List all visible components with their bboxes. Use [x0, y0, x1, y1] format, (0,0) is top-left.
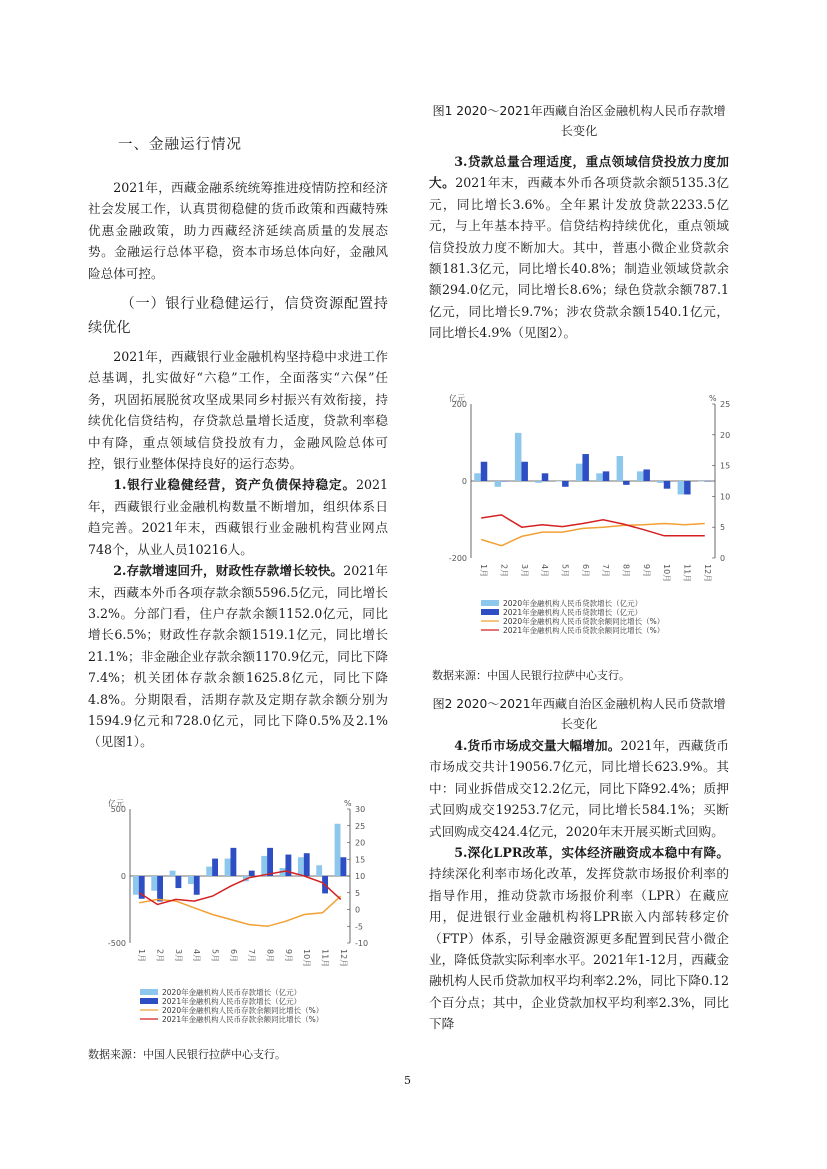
- bar-2: [562, 481, 569, 487]
- right-column: [429, 101, 729, 344]
- legend-label: 2021年金融机构人民币贷款增长（亿元）: [503, 608, 643, 617]
- right-tick-label: 0: [355, 905, 361, 915]
- item5-paragraph: [429, 842, 729, 1035]
- item1-title: 1.银行业稳健经营，资产负债保持稳定。: [113, 477, 356, 493]
- bar-1: [133, 876, 139, 895]
- item1-paragraph: [88, 474, 388, 560]
- left-tick-label: 200: [451, 400, 467, 409]
- category-label: 10月: [662, 564, 672, 583]
- item4-title: 4.货币市场成交量大幅增加。: [454, 738, 621, 753]
- category-label: 12月: [702, 564, 712, 583]
- bar-2: [521, 462, 528, 481]
- bar-2: [340, 857, 346, 876]
- bar-1: [495, 481, 502, 487]
- bar-1: [617, 456, 624, 481]
- fig1-caption: 图1 2020～2021年西藏自治区金融机构人民币存款增长变化: [432, 104, 726, 138]
- left-tick-label: 500: [110, 805, 126, 814]
- right-tick-label: 20: [355, 838, 366, 848]
- bar-2: [267, 848, 273, 876]
- legend-label: 2020年金融机构人民币贷款余额同比增长（%）: [503, 617, 665, 626]
- category-label: 6月: [580, 564, 590, 578]
- line-series-1: [481, 524, 705, 546]
- fig2-source: 数据来源：中国人民银行拉萨中心支行。: [432, 669, 630, 682]
- right-tick-label: 15: [355, 855, 366, 865]
- bar-1: [515, 433, 522, 481]
- bar-1: [151, 876, 157, 891]
- category-label: 9月: [641, 564, 651, 578]
- bar-2: [501, 481, 508, 482]
- item3-title: 3.贷款总量合理适度，重点领域信贷投放力度加大。: [429, 154, 729, 191]
- category-label: 8月: [265, 949, 275, 963]
- bar-1: [170, 871, 176, 876]
- left-tick-label: 0: [120, 872, 126, 881]
- fig2-caption: 图2 2020～2021年西藏自治区金融机构人民币贷款增长变化: [432, 697, 726, 731]
- left-axis-unit: 亿元: [108, 799, 124, 808]
- right-tick-label: 5: [355, 888, 361, 898]
- right-tick-label: 5: [720, 523, 726, 533]
- category-label: 2月: [155, 949, 165, 963]
- bar-2: [194, 876, 200, 895]
- bar-2: [175, 876, 181, 888]
- category-label: 12月: [338, 949, 348, 968]
- item3-text: 2021年末，西藏本外币各项贷款余额5135.3亿元，同比增长3.6%。全年累计发放贷款2233.5亿元，与上年基本持平。信贷结构持续优化，重点领域信贷投放力度不断加大。其中，普惠小微企业贷款余额181.3亿元，同比增长40.8%；制造业领域贷款余额294.0亿元，同比增长8.6%；绿色贷款余额787.1亿元，同比增长9.7%；涉农贷款余额1540.1亿元，同比增长4.9%（见图2）。: [429, 175, 729, 341]
- bar-2: [230, 848, 236, 876]
- bar-1: [206, 867, 212, 876]
- line-series-2: [481, 515, 705, 536]
- bar-1: [657, 481, 664, 483]
- item2-paragraph: [88, 560, 388, 753]
- bar-2: [542, 473, 549, 481]
- category-label: 3月: [519, 564, 529, 578]
- category-label: 5月: [210, 949, 220, 963]
- legend-swatch: [140, 998, 158, 1004]
- right-tick-label: 15: [720, 461, 731, 471]
- category-label: 9月: [283, 949, 293, 963]
- bar-2: [704, 481, 711, 482]
- bar-2: [623, 481, 630, 485]
- bar-2: [212, 859, 218, 876]
- item1-text: 2021年，西藏银行业金融机构数量不断增加，组织体系日趋完善。2021年末，西藏银行业金融机构营业网点748个，从业人员10216人。: [88, 477, 388, 557]
- item3-paragraph: [429, 151, 729, 344]
- category-label: 1月: [479, 564, 489, 578]
- category-label: 7月: [247, 949, 257, 963]
- subsection-title: （一）银行业稳健运行，信贷资源配置持续优化: [88, 296, 388, 337]
- bank-paragraph: 2021年，西藏银行业金融机构坚持稳中求进工作总基调，扎实做好“六稳”工作，全面落实“六保”任务，巩固拓展脱贫攻坚成果同乡村振兴有效衔接，持续优化信贷结构，存贷款总量增长适度，贷款利率稳中有降，重点领域信贷投放有力，金融风险总体可控，银行业整体保持良好的运行态势。: [88, 349, 388, 472]
- left-tick-label: -500: [107, 939, 126, 948]
- category-label: 10月: [302, 949, 312, 968]
- legend-label: 2020年金融机构人民币贷款增长（亿元）: [503, 599, 643, 608]
- section-title: 一、金融运行情况: [118, 137, 242, 153]
- item4-paragraph: [429, 735, 729, 842]
- right-axis-unit: %: [344, 799, 352, 808]
- loan-chart: [429, 392, 729, 642]
- right-tick-label: 20: [720, 430, 731, 440]
- bar-1: [556, 481, 563, 482]
- legend-swatch: [481, 600, 499, 606]
- right-tick-label: 10: [720, 492, 731, 502]
- category-label: 5月: [560, 564, 570, 578]
- bar-1: [698, 481, 705, 482]
- bar-2: [249, 871, 255, 876]
- bar-1: [225, 859, 231, 876]
- category-label: 11月: [320, 949, 330, 968]
- right-tick-label: 10: [355, 872, 366, 881]
- item5-text: 持续深化利率市场化改革，发挥贷款市场报价利率的指导作用，推动贷款市场报价利率（LPR）在藏应用，促进银行业金融机构将LPR嵌入内部转移定价（FTP）体系，引导金融资源更多配置到民营小微企业，降低贷款实际利率水平。2021年1-12月，西藏金融机构人民币贷款加权平均利率2.2%，同比下降0.12个百分点；其中，企业贷款加权平均利率2.3%，同比下降: [429, 866, 729, 1032]
- item2-title: 2.存款增速回升，财政性存款增长较快。: [113, 563, 344, 579]
- category-label: 2月: [499, 564, 509, 578]
- bar-2: [684, 481, 691, 494]
- right-tick-label: -5: [355, 922, 363, 932]
- right-tick-label: 25: [720, 400, 731, 409]
- legend-label: 2021年金融机构人民币存款余额同比增长（%）: [162, 1015, 324, 1024]
- bar-1: [261, 856, 267, 876]
- bar-2: [603, 471, 610, 481]
- bar-2: [582, 454, 589, 481]
- bar-1: [576, 464, 583, 481]
- category-label: 8月: [621, 564, 631, 578]
- bar-1: [188, 876, 194, 884]
- right-column-lower: [429, 694, 729, 1035]
- bar-1: [678, 481, 685, 494]
- bar-2: [481, 462, 488, 481]
- category-label: 1月: [137, 949, 147, 963]
- category-label: 4月: [540, 564, 550, 578]
- item2-text: 2021年末，西藏本外币各项存款余额5596.5亿元，同比增长3.2%。分部门看，住户存款余额1152.0亿元，同比增长6.5%；财政性存款余额1519.1亿元，同比增长21.1%；非金融企业存款余额1170.9亿元，同比下降7.4%；机关团体存款余额1625.8亿元，同比下降4.8%。分期限看，活期存款及定期存款余额分别为1594.9亿元和728.0亿元，同比下降0.5%及2.1%（见图1）。: [88, 563, 388, 750]
- right-tick-label: 30: [355, 805, 366, 814]
- right-tick-label: -10: [355, 939, 369, 948]
- bar-1: [298, 857, 304, 876]
- item5-title: 5.深化LPR改革，实体经济融资成本稳中有降。: [454, 845, 729, 861]
- left-tick-label: 0: [461, 477, 467, 486]
- left-tick-label: -200: [448, 554, 467, 563]
- category-label: 6月: [228, 949, 238, 963]
- left-column: [88, 177, 388, 753]
- bar-1: [637, 471, 644, 481]
- fig1-source: 数据来源：中国人民银行拉萨中心支行。: [88, 1048, 286, 1061]
- legend-label: 2020年金融机构人民币存款增长（亿元）: [162, 988, 302, 997]
- intro-paragraph: 2021年，西藏金融系统统筹推进疫情防控和经济社会发展工作，认真贯彻稳健的货币政策和西藏特殊优惠金融政策，助力西藏经济延续高质量的发展态势。金融运行总体平稳，资本市场总体向好，金融风险总体可控。: [88, 180, 388, 281]
- page-number: 5: [404, 1074, 411, 1087]
- legend-label: 2021年金融机构人民币贷款余额同比增长（%）: [503, 626, 665, 635]
- right-tick-label: 0: [720, 554, 726, 563]
- bar-1: [474, 473, 481, 481]
- right-tick-label: 25: [355, 821, 366, 831]
- bar-1: [316, 865, 322, 876]
- bar-1: [535, 481, 542, 483]
- item4-text: 2021年，西藏货币市场成交共计19056.7亿元，同比增长623.9%。其中：同业拆借成交12.2亿元，同比下降92.4%；质押式回购成交19253.7亿元，同比增长584.1%；买断式回购成交424.4亿元，2020年末开展买断式回购。: [429, 738, 729, 839]
- right-axis-unit: %: [709, 394, 717, 403]
- category-label: 3月: [173, 949, 183, 963]
- bar-1: [335, 824, 341, 876]
- legend-swatch: [140, 989, 158, 995]
- bar-2: [643, 469, 650, 481]
- legend-label: 2021年金融机构人民币存款增长（亿元）: [162, 997, 302, 1006]
- category-label: 7月: [601, 564, 611, 578]
- category-label: 11月: [682, 564, 692, 583]
- bar-1: [596, 473, 603, 481]
- deposit-chart: [88, 795, 388, 1040]
- legend-label: 2020年金融机构人民币存款余额同比增长（%）: [162, 1006, 324, 1015]
- bar-2: [157, 876, 163, 901]
- bar-2: [304, 853, 310, 876]
- bar-2: [664, 481, 671, 489]
- left-axis-unit: 亿元: [449, 394, 465, 403]
- legend-swatch: [481, 609, 499, 615]
- category-label: 4月: [192, 949, 202, 963]
